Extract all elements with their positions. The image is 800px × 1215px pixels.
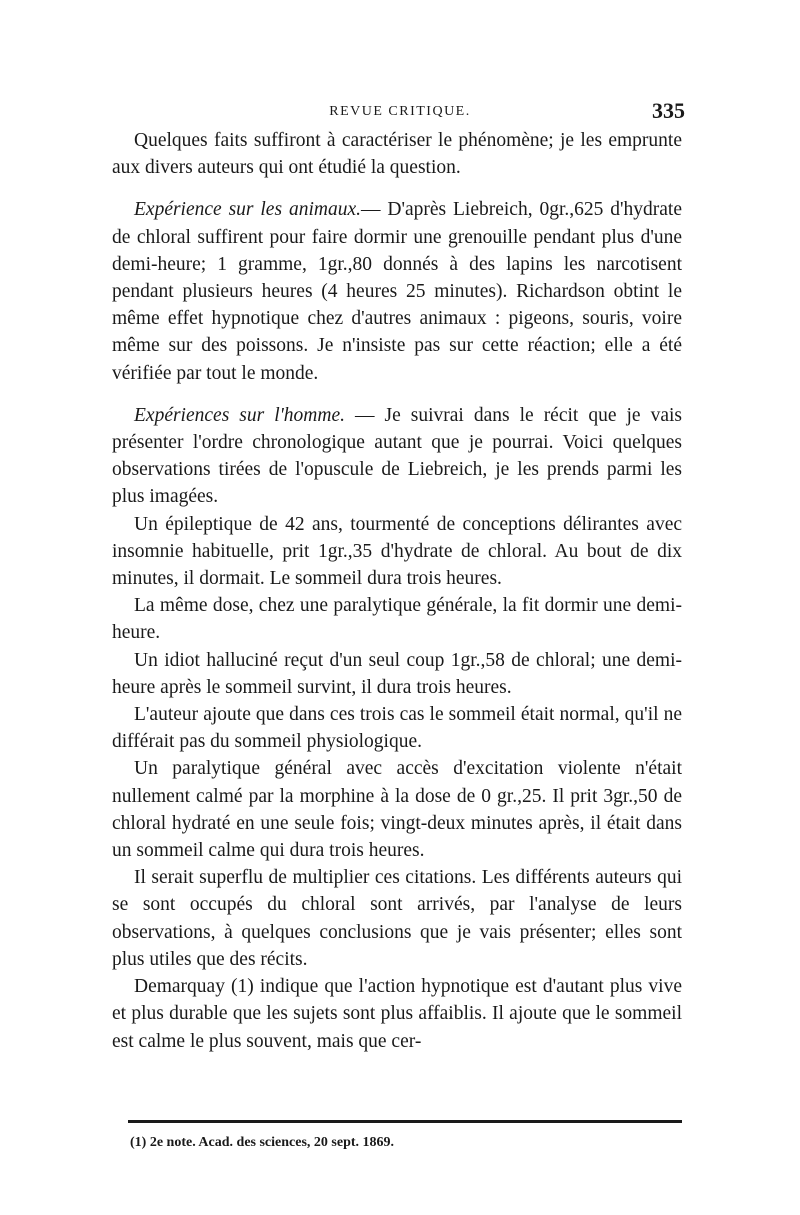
paragraph-conclusions	[112, 864, 682, 973]
paragraph-text: Un idiot halluciné reçut d'un seul coup 1gr.,58 de chloral; une demi-heure après le sommeil survint, il dura trois heures.	[112, 649, 682, 698]
paragraph-author-note	[112, 701, 682, 755]
paragraph-text: — D'après Liebreich, 0gr.,625 d'hydrate de chloral suffirent pour faire dormir une grenouille pendant plus d'une demi-heure; 1 gramme, 1gr.,80 donnés à des lapins les narcotisent pendant plusieurs heures (4 heures 25 minutes). Richardson obtint le même effet hypnotique chez d'autres animaux : pigeons, souris, voire même sur des poissons. Je n'insiste pas sur cette réaction; elle a été vérifiée par tout le monde.	[112, 199, 683, 384]
paragraph-intro	[112, 127, 682, 181]
section-lead: Expériences sur l'homme.	[134, 404, 346, 426]
paragraph-demarquay	[112, 973, 682, 1055]
paragraph-text: Un épileptique de 42 ans, tourmenté de conceptions délirantes avec insomnie habituelle, prit 1gr.,35 d'hydrate de chloral. Au bout de dix minutes, il dormait. Le sommeil dura trois heures.	[112, 513, 682, 590]
paragraph-text: La même dose, chez une paralytique générale, la fit dormir une demi-heure.	[112, 595, 682, 644]
paragraph-text: Un paralytique général avec accès d'excitation violente n'était nullement calmé par la morphine à la dose de 0 gr.,25. Il prit 3gr.,50 de chloral hydraté en une seule fois; vingt-deux minutes après, il était dans un sommeil calme qui dura trois heures.	[112, 758, 682, 862]
page-header	[115, 100, 685, 124]
paragraph-text: Il serait superflu de multiplier ces citations. Les différents auteurs qui se sont occupés du chloral sont arrivés, par l'analyse de leurs observations, à quelques conclusions que je vais présenter; elles sont plus utiles que des récits.	[112, 867, 682, 970]
running-title: REVUE CRITIQUE.	[329, 104, 471, 119]
paragraph-idiot	[112, 647, 682, 701]
body-text	[112, 127, 682, 1055]
paragraph-paralytic-woman	[112, 592, 682, 646]
paragraph-text: L'auteur ajoute que dans ces trois cas le sommeil était normal, qu'il ne différait pas du sommeil physiologique.	[112, 704, 682, 753]
paragraph-paralytic-man	[112, 755, 682, 864]
page-number: 335	[652, 98, 685, 123]
footnote-rule	[128, 1120, 682, 1123]
paragraph-epileptic	[112, 511, 682, 593]
section-lead: Expérience sur les animaux.	[134, 199, 361, 221]
footnote: (1) 2e note. Acad. des sciences, 20 sept. 1869.	[130, 1135, 395, 1150]
paragraph-humans	[112, 402, 682, 511]
paragraph-text: Demarquay (1) indique que l'action hypnotique est d'autant plus vive et plus durable que les sujets sont plus affaiblis. Il ajoute que le sommeil est calme le plus souvent, mais que cer-	[112, 976, 682, 1052]
paragraph-text: Quelques faits suffiront à caractériser le phénomène; je les emprunte aux divers auteurs qui ont étudié la question.	[112, 130, 682, 179]
paragraph-text: — Je suivrai dans le récit que je vais présenter l'ordre chronologique autant que je pourrai. Voici quelques observations tirées de l'opuscule de Liebreich, je les prends parmi les plus imagées.	[112, 404, 682, 508]
paragraph-animals	[112, 196, 682, 386]
